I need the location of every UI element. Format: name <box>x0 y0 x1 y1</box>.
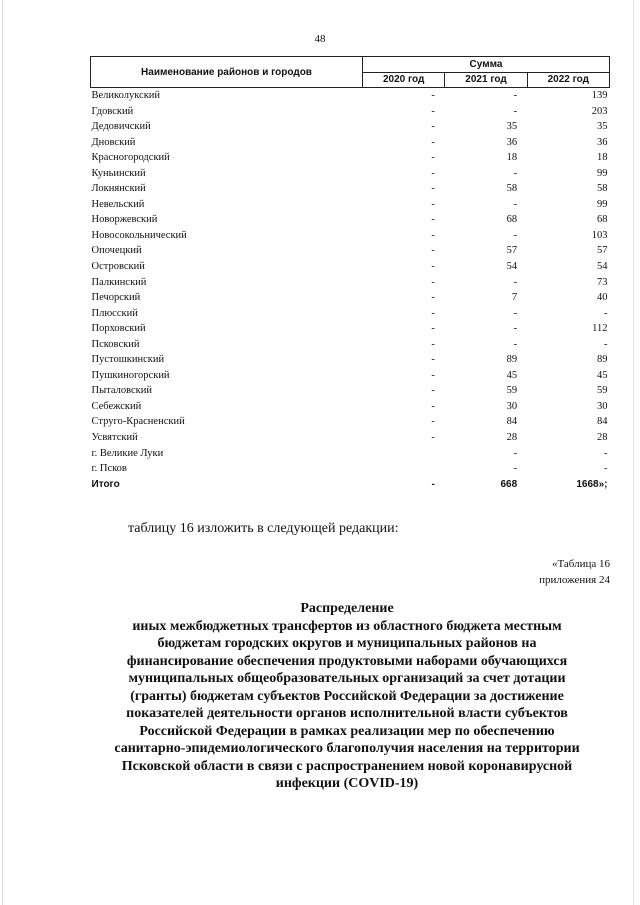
title-line: санитарно-эпидемиологического благополучия населения на территории <box>114 741 580 756</box>
column-header-name: Наименование районов и городов <box>91 57 363 88</box>
cell-2022: 99 <box>597 167 608 179</box>
cell-2020: - <box>431 167 435 179</box>
cell-2022: - <box>604 463 608 475</box>
table-row <box>91 352 610 368</box>
cell-name: Палкинский <box>91 276 147 288</box>
cell-2021: 68 <box>506 214 518 226</box>
page-number: 48 <box>314 33 326 45</box>
cell-name: Псковский <box>91 338 140 350</box>
cell-name: Печорский <box>91 292 141 304</box>
cell-2020: - <box>431 152 435 164</box>
cell-2021: - <box>513 90 518 101</box>
cell-2021: 84 <box>506 416 518 428</box>
cell-2022: - <box>604 338 608 350</box>
table-row <box>91 135 610 151</box>
cell-2022: 73 <box>597 276 608 288</box>
cell-name: Куньинский <box>91 167 146 179</box>
column-header-2020: 2020 год <box>363 72 445 88</box>
cell-name: Пустошкинский <box>91 354 165 366</box>
cell-2020: - <box>431 121 435 133</box>
cell-2020: - <box>431 354 435 366</box>
distribution-title <box>82 600 612 793</box>
cell-2022: 203 <box>591 105 608 117</box>
table-row <box>91 461 610 477</box>
cell-2021: - <box>513 463 518 475</box>
cell-2022: 1668»; <box>576 478 608 490</box>
cell-2020: - <box>431 90 435 101</box>
cell-name: Плюсский <box>91 307 138 319</box>
cell-name: Островский <box>91 261 145 273</box>
column-header-2021: 2021 год <box>445 72 527 88</box>
cell-name: Локнянский <box>91 183 146 195</box>
cell-2021: 18 <box>506 152 518 164</box>
table-row <box>91 166 610 182</box>
cell-2021: 59 <box>506 385 518 397</box>
title-line: показателей деятельности органов исполнительной власти субъектов <box>126 706 568 721</box>
cell-2021: - <box>513 307 518 319</box>
cell-2022: 36 <box>597 136 608 148</box>
cell-2020: - <box>431 369 435 381</box>
cell-2020: - <box>431 198 435 210</box>
title-line: муниципальных общеобразовательных организаций за счет дотации <box>128 671 566 686</box>
cell-name: Новоржевский <box>91 214 158 226</box>
cell-2020: - <box>431 276 435 288</box>
cell-2020: - <box>431 214 435 226</box>
cell-name: Великолукский <box>91 90 161 101</box>
table-row <box>91 243 610 259</box>
cell-name: Пыталовский <box>91 385 152 397</box>
table-row <box>91 368 610 384</box>
cell-2020 <box>363 461 445 477</box>
column-header-2022: 2022 год <box>527 72 609 88</box>
table-row <box>91 181 610 197</box>
cell-2020: - <box>431 105 435 117</box>
cell-2022: 139 <box>591 90 608 101</box>
table-body <box>91 88 610 493</box>
table-row <box>91 321 610 337</box>
cell-name: г. Великие Луки <box>91 447 164 459</box>
table-row <box>91 212 610 228</box>
title-line: бюджетам городских округов и муниципальных районов на <box>157 636 537 651</box>
cell-2022: 18 <box>597 152 608 164</box>
cell-2020: - <box>431 385 435 397</box>
title-line: Распределение <box>300 601 394 616</box>
cell-2020: - <box>431 229 435 241</box>
cell-2020: - <box>431 307 435 319</box>
cell-2022: 40 <box>597 292 608 304</box>
cell-2020 <box>363 446 445 462</box>
amendment-instruction: таблицу 16 изложить в следующей редакции: <box>128 521 399 536</box>
cell-2022: 28 <box>597 432 608 444</box>
cell-2020: - <box>431 292 435 304</box>
table-reference-line: «Таблица 16 <box>551 558 610 570</box>
cell-2021: - <box>513 276 518 288</box>
cell-2020: - <box>431 416 435 428</box>
cell-name: Опочецкий <box>91 245 142 257</box>
cell-2022: 68 <box>597 214 608 226</box>
cell-name: Усвятский <box>91 432 138 444</box>
table-row <box>91 306 610 322</box>
table-row <box>91 88 610 104</box>
cell-2022: 57 <box>597 245 608 257</box>
cell-name: Себежский <box>91 400 142 412</box>
title-line: (гранты) бюджетам субъектов Российской Федерации за достижение <box>130 688 564 704</box>
cell-2022: 35 <box>597 121 608 133</box>
cell-2022: 84 <box>597 416 608 428</box>
cell-2021: 89 <box>506 354 518 366</box>
cell-2021: 28 <box>506 432 518 444</box>
cell-2021: - <box>513 198 518 210</box>
table-row <box>91 197 610 213</box>
table-row <box>91 414 610 430</box>
cell-name: Пушкиногорский <box>91 369 170 381</box>
cell-2021: 668 <box>500 478 518 490</box>
table-row <box>91 259 610 275</box>
cell-name: Красногородский <box>91 152 170 164</box>
budget-table <box>90 56 610 492</box>
cell-2022: 59 <box>597 385 608 397</box>
cell-name: Итого <box>91 478 120 490</box>
cell-2021: - <box>513 229 518 241</box>
table-row <box>91 150 610 166</box>
title-line: Российской Федерации в рамках реализации мер по обеспечению <box>139 723 555 739</box>
table-row <box>91 228 610 244</box>
cell-2021: - <box>513 167 518 179</box>
cell-2021: - <box>513 323 518 335</box>
cell-2022: 89 <box>597 354 608 366</box>
table-row <box>91 399 610 415</box>
cell-2022: 103 <box>591 229 608 241</box>
cell-2021: 45 <box>506 369 518 381</box>
cell-name: Струго-Красненский <box>91 416 185 428</box>
title-line: иных межбюджетных трансфертов из областного бюджета местным <box>132 618 562 634</box>
table-row <box>91 446 610 462</box>
cell-name: Гдовский <box>91 105 134 117</box>
table-row <box>91 275 610 291</box>
cell-2020: - <box>431 400 435 412</box>
cell-name: Новосокольнический <box>91 229 187 241</box>
cell-2020: - <box>431 432 435 444</box>
page-edge-left <box>2 0 3 905</box>
cell-2020: - <box>431 323 435 335</box>
table-reference <box>539 556 610 588</box>
cell-name: Порховский <box>91 323 146 335</box>
cell-name: Дновский <box>91 136 136 148</box>
cell-name: Невельский <box>91 198 145 210</box>
cell-2020: - <box>431 261 435 273</box>
column-header-sum: Сумма <box>363 57 610 73</box>
title-line: инфекции (COVID-19) <box>275 776 419 791</box>
cell-2022: - <box>604 307 608 319</box>
cell-2020: - <box>431 478 435 490</box>
cell-2022: 30 <box>597 400 608 412</box>
cell-2021: - <box>513 105 518 117</box>
title-line: Псковской области в связи с распространением новой коронавирусной <box>121 758 573 774</box>
cell-2020: - <box>431 136 435 148</box>
table-row <box>91 383 610 399</box>
cell-name: г. Псков <box>91 463 127 475</box>
cell-2022: - <box>604 447 608 459</box>
cell-2021: 58 <box>506 183 518 195</box>
cell-2021: - <box>513 338 518 350</box>
cell-2021: 7 <box>511 292 518 304</box>
table-row <box>91 290 610 306</box>
cell-2020: - <box>431 183 435 195</box>
table-total-row <box>91 477 610 493</box>
table-row <box>91 119 610 135</box>
cell-2021: 36 <box>506 136 518 148</box>
cell-2020: - <box>431 245 435 257</box>
cell-2021: 54 <box>506 261 518 273</box>
cell-2020: - <box>431 338 435 350</box>
cell-2022: 45 <box>597 369 608 381</box>
cell-2021: 30 <box>506 400 518 412</box>
cell-2022: 99 <box>597 198 608 210</box>
title-line: финансирование обеспечения продуктовыми наборами обучающихся <box>126 653 568 669</box>
page-edge-right <box>633 0 634 905</box>
cell-2022: 112 <box>592 323 608 335</box>
table-row <box>91 337 610 353</box>
cell-2021: - <box>513 447 518 459</box>
table-row <box>91 430 610 446</box>
cell-name: Дедовичский <box>91 121 151 133</box>
table-reference-line: приложения 24 <box>539 574 610 586</box>
cell-2022: 58 <box>597 183 608 195</box>
cell-2021: 57 <box>506 245 518 257</box>
table-row <box>91 104 610 120</box>
cell-2022: 54 <box>597 261 608 273</box>
cell-2021: 35 <box>506 121 518 133</box>
